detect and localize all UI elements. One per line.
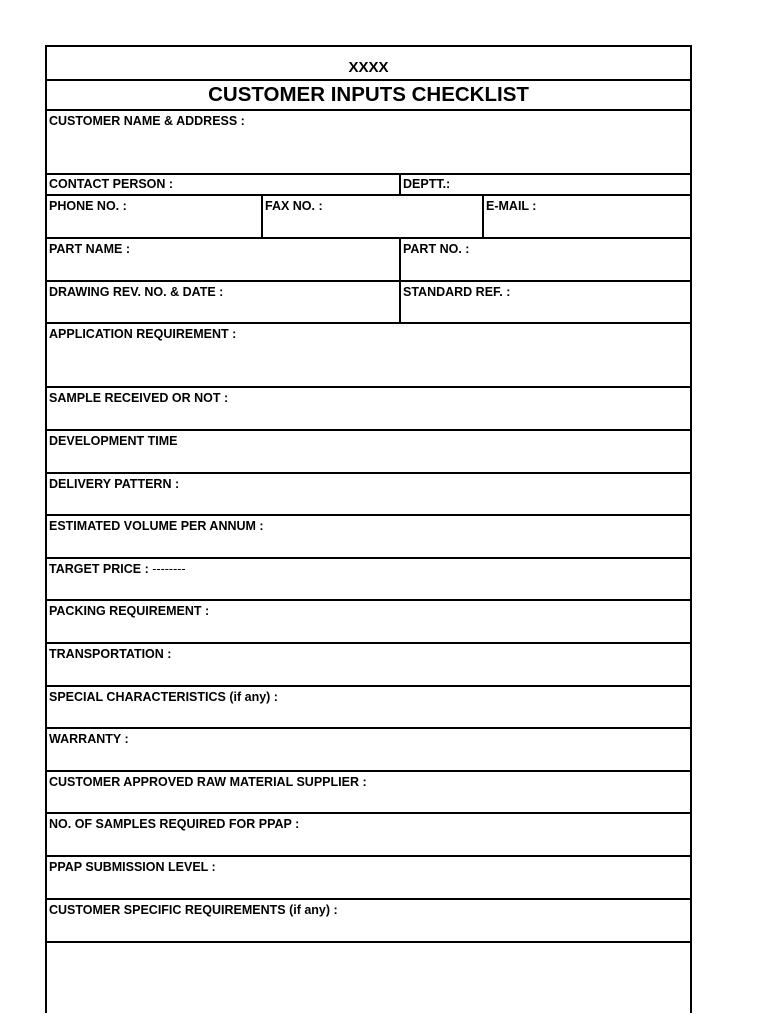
drawing-rev-label: DRAWING REV. NO. & DATE :	[49, 285, 224, 299]
part-name-cell[interactable]	[47, 239, 399, 280]
samples-for-ppap-row[interactable]	[45, 814, 692, 857]
estimated-volume-label: ESTIMATED VOLUME PER ANNUM :	[49, 519, 264, 533]
delivery-pattern-row[interactable]	[45, 474, 692, 516]
customer-specific-requirements-label: CUSTOMER SPECIFIC REQUIREMENTS (if any) :	[49, 903, 338, 917]
target-price-row[interactable]	[45, 559, 692, 601]
packing-requirement-row[interactable]	[45, 601, 692, 644]
estimated-volume-row[interactable]	[45, 516, 692, 559]
application-requirement-label: APPLICATION REQUIREMENT :	[49, 327, 237, 341]
development-time-row[interactable]	[45, 431, 692, 474]
raw-material-supplier-row[interactable]	[45, 772, 692, 814]
development-time-label: DEVELOPMENT TIME	[49, 434, 178, 448]
part-no-cell[interactable]	[399, 239, 690, 280]
customer-name-address-label: CUSTOMER NAME & ADDRESS :	[49, 114, 245, 128]
warranty-row[interactable]	[45, 729, 692, 772]
drawing-rev-cell[interactable]	[47, 282, 399, 322]
application-requirement-row[interactable]	[45, 324, 692, 388]
sample-received-label: SAMPLE RECEIVED OR NOT :	[49, 391, 229, 405]
standard-ref-cell[interactable]	[399, 282, 690, 322]
warranty-label: WARRANTY :	[49, 732, 129, 746]
form-title: CUSTOMER INPUTS CHECKLIST	[208, 83, 529, 106]
fax-label: FAX NO. :	[265, 199, 323, 213]
transportation-label: TRANSPORTATION :	[49, 647, 172, 661]
phone-row	[45, 196, 692, 239]
special-characteristics-row[interactable]	[45, 687, 692, 729]
part-name-label: PART NAME :	[49, 242, 131, 256]
phone-label: PHONE NO. :	[49, 199, 127, 213]
deptt-label: DEPTT.:	[403, 177, 451, 191]
samples-for-ppap-label: NO. OF SAMPLES REQUIRED FOR PPAP :	[49, 817, 300, 831]
standard-ref-label: STANDARD REF. :	[403, 285, 511, 299]
company-name: XXXX	[348, 59, 389, 76]
sample-received-row[interactable]	[45, 388, 692, 431]
target-price-label	[49, 562, 186, 576]
fax-cell[interactable]	[261, 196, 482, 237]
blank-continuation-area	[45, 943, 692, 1013]
email-label: E-MAIL :	[486, 199, 537, 213]
contact-person-cell[interactable]	[47, 175, 399, 194]
drawing-row	[45, 282, 692, 324]
email-cell[interactable]	[482, 196, 690, 237]
target-price-text: TARGET PRICE :	[49, 562, 149, 576]
ppap-level-label: PPAP SUBMISSION LEVEL :	[49, 860, 216, 874]
customer-name-address-row[interactable]	[45, 111, 692, 175]
delivery-pattern-label: DELIVERY PATTERN :	[49, 477, 180, 491]
contact-person-label: CONTACT PERSON :	[49, 177, 174, 191]
customer-specific-requirements-row[interactable]	[45, 900, 692, 943]
packing-requirement-label: PACKING REQUIREMENT :	[49, 604, 210, 618]
part-row	[45, 239, 692, 282]
phone-cell[interactable]	[47, 196, 261, 237]
raw-material-supplier-label: CUSTOMER APPROVED RAW MATERIAL SUPPLIER :	[49, 775, 367, 789]
ppap-level-row[interactable]	[45, 857, 692, 900]
transportation-row[interactable]	[45, 644, 692, 687]
deptt-cell[interactable]	[399, 175, 690, 194]
special-characteristics-label: SPECIAL CHARACTERISTICS (if any) :	[49, 690, 278, 704]
part-no-label: PART NO. :	[403, 242, 470, 256]
title-row	[45, 81, 692, 111]
company-row	[45, 45, 692, 81]
contact-row	[45, 175, 692, 196]
target-price-value: --------	[152, 562, 186, 576]
